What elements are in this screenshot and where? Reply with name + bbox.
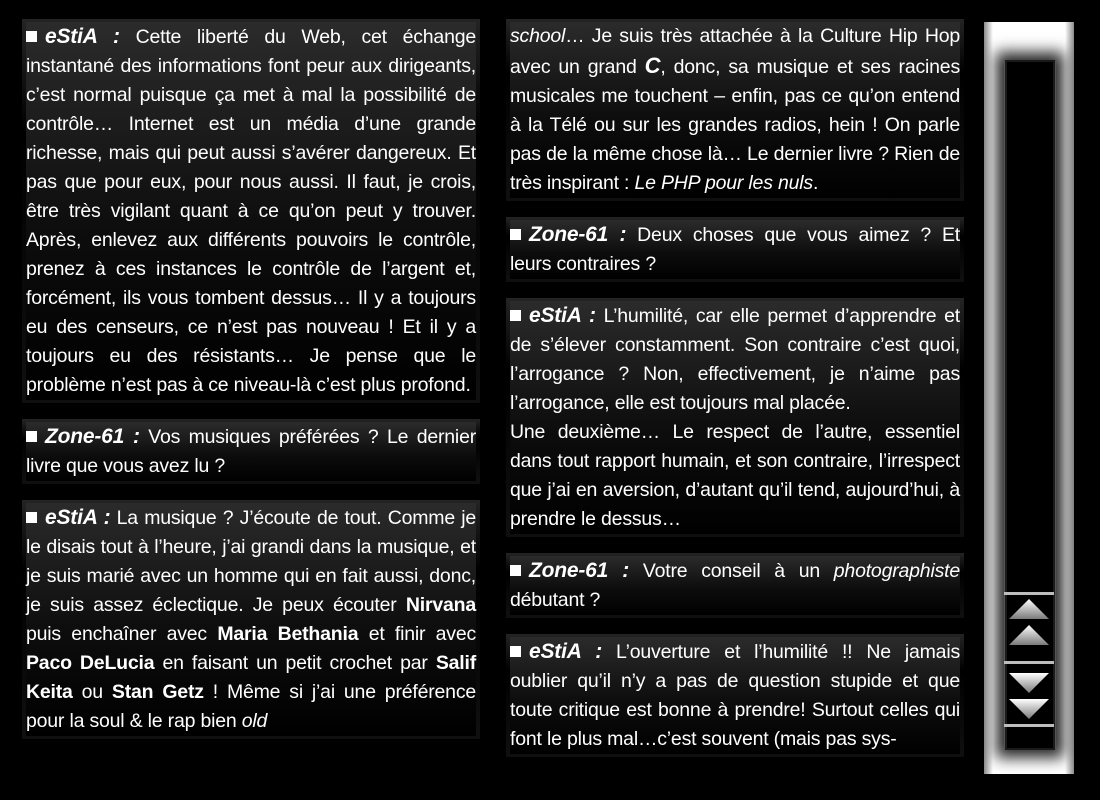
answer-text: L’humilité, car elle permet d’apprendre et de s’élever constamment. Son contraire c’est quoi, l’arrogance ? Non, effectivement, je n’aime pas l’arrogance, elle est toujours mal placée. <box>510 305 960 414</box>
paragraph-estia-1 <box>26 22 476 400</box>
question-text: Votre conseil à un <box>642 560 820 582</box>
artist-name: Nirvana <box>405 594 477 616</box>
answer-text: ! Même si j’ai une préférence pour la soul & le rap bien <box>26 681 477 732</box>
bullet-square-icon <box>510 310 521 321</box>
question-text: Deux choses que vous aimez ? Et leurs contraires ? <box>510 224 961 275</box>
artist-name: Salif Keita <box>26 652 477 703</box>
italic-word: school <box>510 25 566 47</box>
bullet-square-icon <box>510 646 521 657</box>
speaker-label: eStiA : <box>529 304 596 327</box>
speaker-label: eStiA : <box>45 25 120 48</box>
answer-text: et finir avec <box>368 623 477 645</box>
book-title: Le PHP pour les nuls <box>634 172 813 194</box>
paragraph-zone61-3 <box>510 556 960 615</box>
paragraph-estia-4 <box>510 637 960 754</box>
answer-text: en faisant un petit crochet par <box>162 652 428 674</box>
scroll-divider-bottom <box>1004 724 1054 727</box>
answer-text: . <box>812 172 819 194</box>
scroll-down-button[interactable] <box>1004 696 1054 722</box>
bullet-square-icon <box>26 512 37 523</box>
scroll-up-button[interactable] <box>1004 596 1054 622</box>
scrollbar[interactable] <box>984 22 1074 774</box>
speaker-label: eStiA : <box>45 506 111 529</box>
italic-word: old <box>241 710 268 732</box>
text-column-right <box>510 22 960 754</box>
scroll-up-icon <box>1007 623 1051 647</box>
speaker-label: Zone-61 : <box>529 559 630 582</box>
artist-name: Maria Bethania <box>217 623 359 645</box>
paragraph-zone61-2 <box>510 220 960 279</box>
speaker-label: Zone-61 : <box>45 425 140 448</box>
answer-text: L’ouverture et l’humilité !! Ne jamais oublier qu’il n’y a pas de question stupide et que toute critique est bonne à prendre! Surtout celles qui font le plus mal…c’est souvent (mais pas sys- <box>510 641 960 750</box>
answer-text: ou <box>81 681 103 703</box>
answer-text: … Je suis très attachée à la Culture Hip Hop avec un grand <box>510 25 960 78</box>
paragraph-estia-2 <box>26 503 476 736</box>
answer-text: , donc, sa musique et ses racines musicales me touchent – enfin, pas ce qu’on entend à la Télé ou sur les grandes radios, hein ! On parle pas de la même chose là… Le dernier livre ? Rien de très inspirant : <box>510 56 960 194</box>
bullet-square-icon <box>510 565 521 576</box>
speaker-label: Zone-61 : <box>529 223 627 246</box>
scroll-page-down-button[interactable] <box>1004 670 1054 696</box>
bullet-square-icon <box>26 431 37 442</box>
answer-text: La musique ? J’écoute de tout. Comme je le disais tout à l’heure, j’ai grandi dans la musique, et je suis marié avec un homme qui en fait aussi, donc, je suis assez éclectique. Je peux écouter <box>26 507 476 616</box>
paragraph-zone61-1 <box>26 422 476 481</box>
scroll-down-icon <box>1007 671 1051 695</box>
answer-text: puis enchaîner avec <box>26 623 207 645</box>
paragraph-estia-2-continued <box>510 22 960 198</box>
bullet-square-icon <box>26 31 37 42</box>
scroll-down-icon <box>1007 697 1051 721</box>
italic-word: photographiste <box>833 560 960 582</box>
text-column-left <box>26 22 476 736</box>
scroll-divider-top <box>1004 592 1054 595</box>
question-text: Vos musiques préférées ? Le dernier livre que vous avez lu ? <box>26 426 477 477</box>
scroll-divider-middle <box>1004 661 1054 664</box>
culture-c-letter: C <box>644 53 661 78</box>
question-text: débutant ? <box>510 589 601 611</box>
artist-name: Stan Getz <box>111 681 204 703</box>
artist-name: Paco DeLucia <box>26 652 155 674</box>
answer-text: Cette liberté du Web, cet échange instantané des informations font peur aux dirigeants, c’est normal puisque ça met à mal la possibilité de contrôle… Internet est un média d’une grande richesse, mais qui peut aussi s’avérer dangereux. Et pas que pour eux, pour nous aussi. Il faut, je crois, être très vigilant quant à ce qu’on peut y trouver. Après, enlevez aux différents pouvoirs le contrôle, prenez à ces instances le contrôle de l’argent et, forcément, ils vous tombent dessus… Il y a toujours eu des censeurs, ce n’est pas nouveau ! Et il y a toujours eu des résistants… Je pense que le problème n’est pas à ce niveau-là c’est plus profond. <box>26 26 477 396</box>
answer-text: Une deuxième… Le respect de l’autre, essentiel dans tout rapport humain, et son contraire, l’irrespect que j’ai en aversion, d’autant qu’il tend, aujourd’hui, à prendre le dessus… <box>510 421 960 530</box>
bullet-square-icon <box>510 229 521 240</box>
scroll-up-icon <box>1007 597 1051 621</box>
paragraph-estia-3 <box>510 301 960 534</box>
scroll-page-up-button[interactable] <box>1004 622 1054 648</box>
speaker-label: eStiA : <box>529 640 603 663</box>
